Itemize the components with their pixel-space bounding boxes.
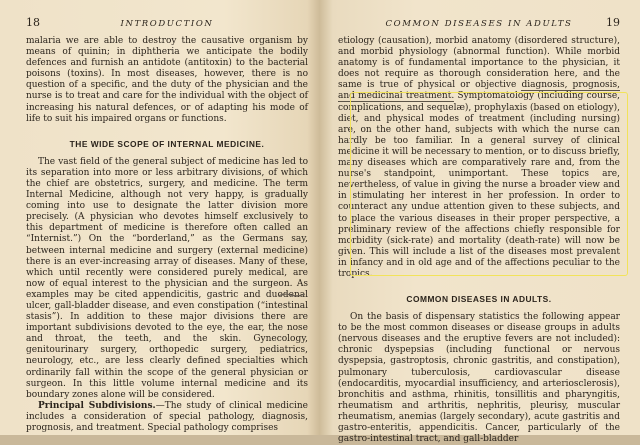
- right-paragraph-1-start: etiology (causation), morbid anatomy (disordered structure), and morbid physiology (abnormal function). While morbid anatomy is of fundamental importance to the physician, it does not require as thorough consideration here, and the same is true of physical or objective: [338, 36, 620, 91]
- left-section-heading: THE WIDE SCOPE OF INTERNAL MEDICINE.: [69, 138, 265, 149]
- right-paragraph-1: [338, 36, 620, 280]
- right-paragraph-2: On the basis of dispensary statistics the following appear to be the most common diseases or disease groups in adults (nervous diseases and the eruptive fevers are not included): chronic dyspepsias (including functional or nervous dyspepsia, gastroptosis, chronic gastritis, and constipation), pulmonary tuberculosis, cardiovascular disease (endocarditis, myocardial insufficiency, and arteriosclerosis), bronchitis and asthma, rhinitis, tonsillitis and pharyngitis, rheumatism and arthritis, nephritis, pleurisy, muscular rheumatism, anemias (largely secondary), acute gastritis and gastro-enteritis, appendicitis. Cancer, particularly of the gastro-intestinal tract, and gall-bladder: [338, 312, 620, 445]
- left-paragraph-3: [26, 401, 308, 434]
- right-running-title: COMMON DISEASES IN ADULTS: [385, 19, 573, 29]
- left-page: [0, 0, 320, 435]
- left-page-number: 18: [26, 16, 40, 29]
- principal-subdivisions-head: Principal Subdivisions.: [38, 400, 156, 411]
- right-page: [320, 0, 640, 445]
- underlined-phrase: diagnosis, prognosis, and medicinal treatment.: [338, 80, 620, 102]
- left-running-title: INTRODUCTION: [120, 19, 214, 29]
- right-page-number: 19: [606, 16, 620, 29]
- right-running-head: [338, 16, 620, 29]
- left-paragraph-1: malaria we are able to destroy the causative organism by means of quinin; in diphtheria we anticipate the bodily defences and furnish an antidote (antitoxin) to the bacterial poisons (toxins). In most diseases, however, there is no question of a specific, and the duty of the physician and the nurse is to treat and care for the individual with the object of increasing his natural defences, or of adapting his mode of life to suit his impaired organs or functions.: [26, 36, 308, 124]
- left-paragraph-2: The vast field of the general subject of medicine has led to its separation into more or less arbitrary divisions, of which the chief are obstetrics, surgery, and medicine. The term Internal Medicine, although not very happy, is gradually coming into use to designate the latter division more precisely. (A physician who devotes himself exclusively to this department of medicine is therefore often called an “Internist.”) On the “borderland,” as the Germans say, between internal medicine and surgery (external medicine) there is an ever-increasing array of diseases. Many of these, which until recently were considered purely medical, are now of equal interest to the physician and the surgeon. As examples may be cited appendicitis, gastric and duodenal ulcer, gall-bladder disease, and even constipation (“intestinal stasis”). In addition to these major divisions there are important subdivisions devoted to the eye, the ear, the nose and throat, the teeth, and the skin. Gynecology, genitourinary surgery, orthopedic surgery, pediatrics, neurology, etc., are less clearly defined specialties which ordinarily fall within the scope of the general physician or surgeon. In this little volume internal medicine and its boundary zones alone will be considered.: [26, 156, 308, 400]
- left-paragraph-3-text: —The study of clinical medicine includes a consideration of special pathology, diagnosis, prognosis, and treatment. Special pathology comprises: [26, 400, 308, 433]
- right-paragraph-1-rest: Symptomatology (including course, complications, and sequelæ), prophylaxis (based on etiology), diet, and physical modes of treatment (including nursing) are, on the other hand, subjects with which the nurse can hardly be too familiar. In a general survey of clinical medicine it will be necessary to mention, or to discuss briefly, many diseases which are comparatively rare and, from the nurse's standpoint, unimportant. These topics are, nevertheless, of value in giving the nurse a broader view and in stimulating her interest in her profession. In order to counteract any undue attention given to these subjects, and to place the various diseases in their proper perspective, a preliminary review of the affections chiefly responsible for morbidity (sick-rate) and mortality (death-rate) will now be given. This will include a list of the diseases most prevalent in infancy and in old age and of the affections peculiar to the tropics.: [338, 91, 621, 279]
- right-section-heading: COMMON DISEASES IN ADULTS.: [406, 294, 552, 305]
- left-running-head: [26, 16, 308, 29]
